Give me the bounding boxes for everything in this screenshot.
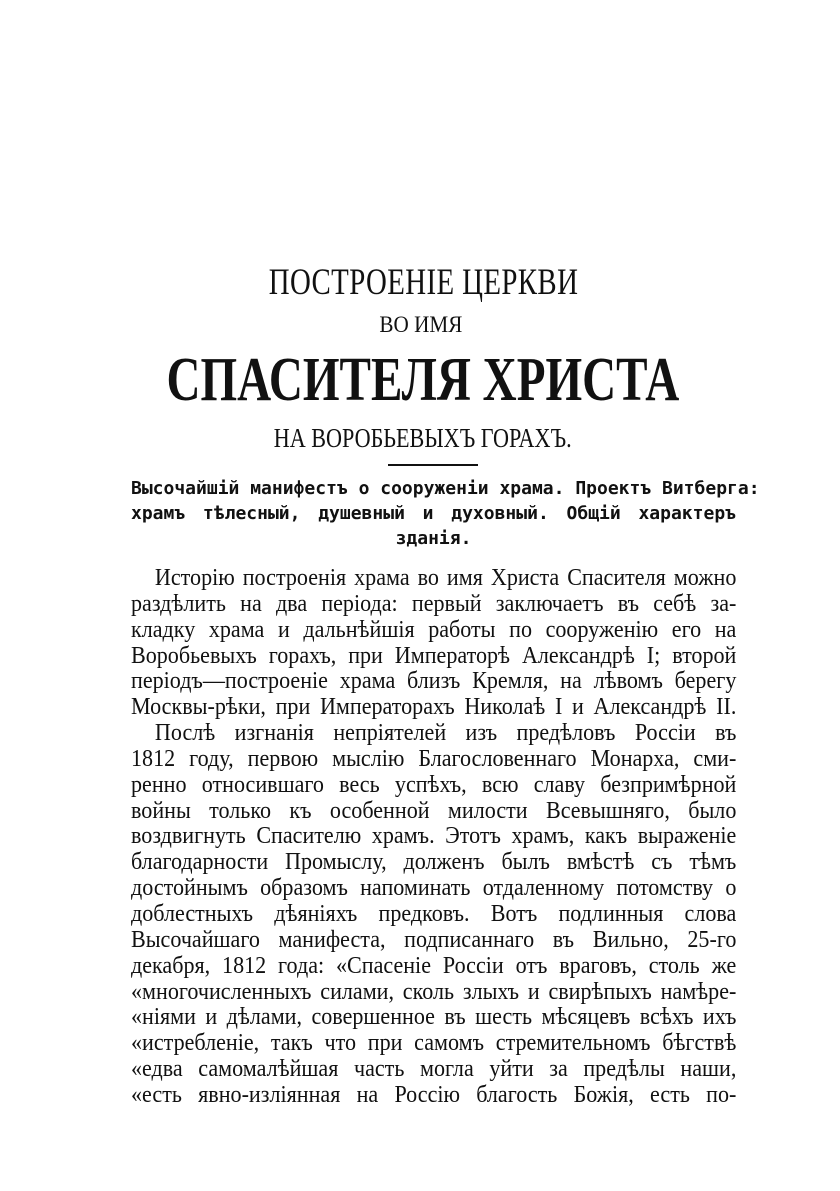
body-line: доблестныхъ дѣяніяхъ предковъ. Вотъ подлинныя слова [131,900,737,927]
body-line: 1812 году, первою мыслію Благословеннаго Монарха, сми- [131,745,737,772]
body-line: «истребленіе, такъ что при самомъ стремительномъ бѣгствѣ [131,1030,737,1057]
body-line: кладку храма и дальнѣйшія работы по сооруженію его на [131,616,737,643]
body-line: Высочайшаго манифеста, подписаннаго въ Вильно, 25-го [131,926,737,953]
body-line: благодарности Промыслу, долженъ былъ вмѣстѣ съ тѣмъ [131,849,737,876]
body-line: Исторію построенія храма во имя Христа Спасителя можно [154,565,737,591]
summary-line: зданія. [395,528,472,549]
summary-line: Высочайшій манифестъ о сооруженіи храма. Проектъ Витберга: [131,478,760,499]
body-line: «ніями и дѣлами, совершенное въ шесть мѣсяцевъ всѣхъ ихъ [131,1004,737,1031]
title-line-2: ВО ИМЯ [379,312,463,337]
body-line: періодъ—построеніе храма близъ Кремля, на лѣвомъ берегу [131,668,737,695]
body-line: декабря, 1812 года: «Спасеніе Россіи отъ враговъ, столь же [131,952,737,979]
body-line: ренно относившаго весь успѣхъ, всю славу безпримѣрной [131,771,737,798]
body-line: «едва самомалѣйшая часть могла уйти за предѣлы наши, [131,1056,737,1083]
title-line-3: СПАСИТЕЛЯ ХРИСТА [166,346,680,414]
body-line: Москвы-рѣки, при Императорахъ Николаѣ I и Александрѣ II. [131,694,737,721]
body-line: «есть явно-изліянная на Россію благость Божія, есть по- [131,1081,737,1108]
body-line: воздвигнуть Спасителю храмъ. Этотъ храмъ, какъ выраженіе [131,823,737,850]
body-line: Послѣ изгнанія непріятелей изъ предѣловъ Россіи въ [154,720,737,747]
body-line: войны только къ особенной милости Всевышняго, было [131,797,737,824]
chapter-summary [131,476,760,551]
body-line: «многочисленныхъ силами, сколь злыхъ и свирѣпыхъ намѣре- [131,978,737,1005]
body-text [131,566,737,1109]
body-line: Воробьевыхъ горахъ, при Императорѣ Александрѣ I; второй [131,642,737,669]
summary-line: храмъ тѣлесный, душевный и духовный. Общій характеръ [131,503,736,524]
body-line: раздѣлить на два періода: первый заключаетъ въ себѣ за- [131,590,737,617]
title-line-4: НА ВОРОБЬЕВЫХЪ ГОРАХЪ. [273,423,572,453]
title-divider [388,464,478,466]
body-line: достойнымъ образомъ напоминать отдаленному потомству о [131,875,737,902]
title-line-1: ПОСТРОЕНІЕ ЦЕРКВИ [268,262,579,303]
